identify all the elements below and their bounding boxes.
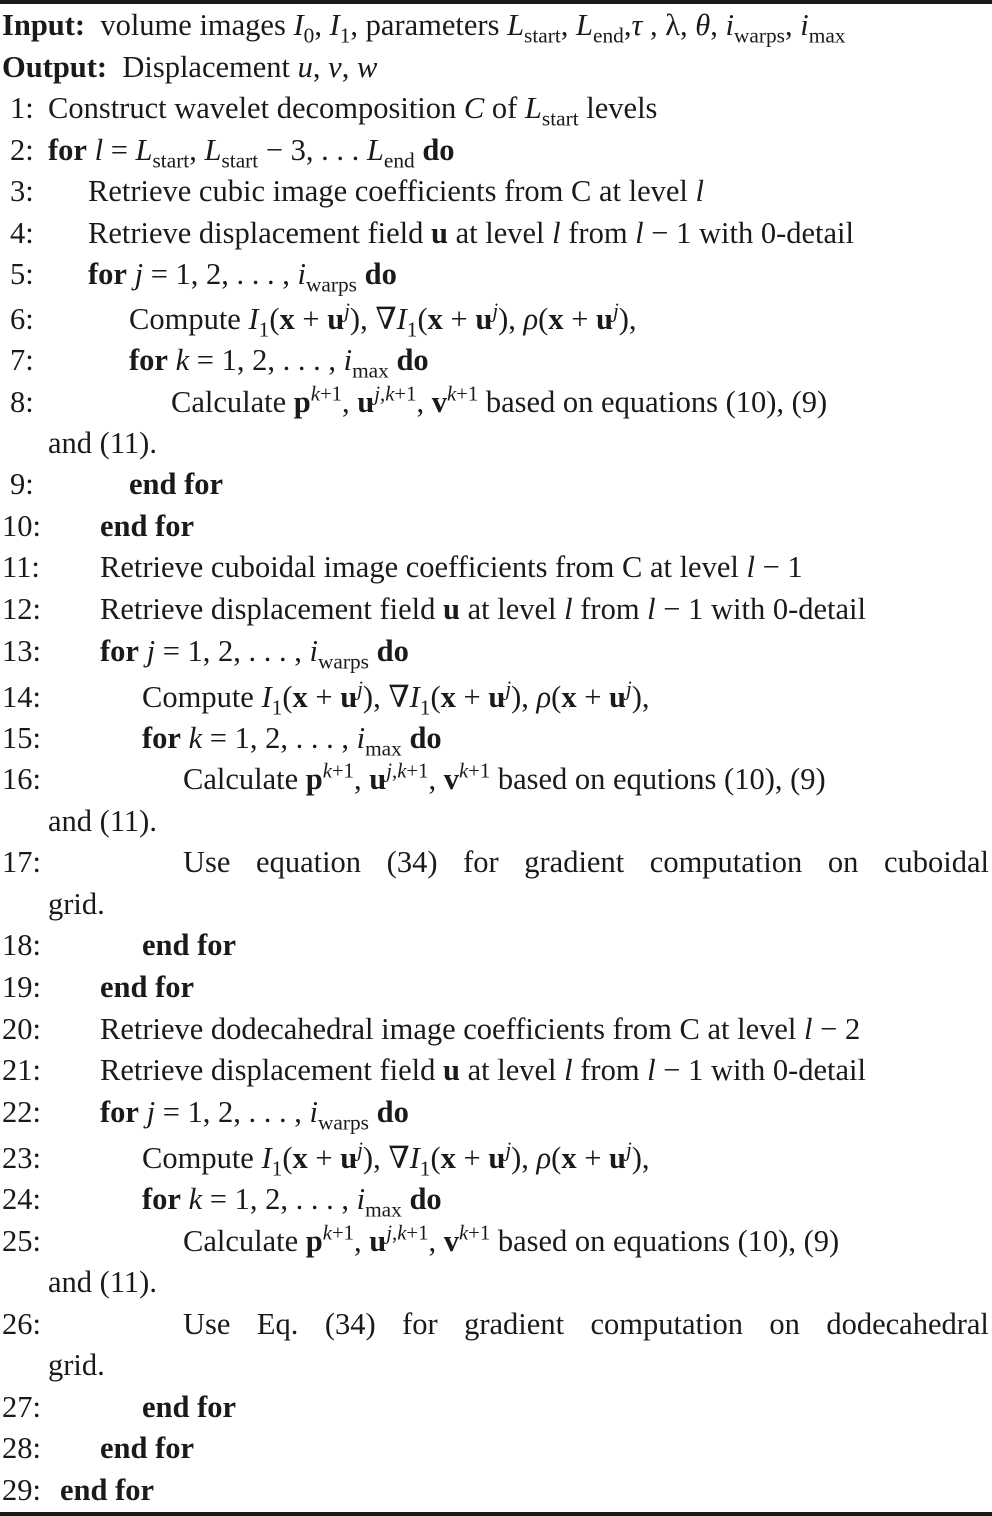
line-number: 3: — [10, 174, 34, 208]
line-number: 15: — [2, 721, 41, 755]
line-number: 17: — [2, 845, 41, 879]
line-number: 13: — [2, 634, 41, 668]
line-number: 11: — [2, 550, 40, 584]
line-number: 14: — [2, 680, 41, 714]
bottom-rule — [0, 1512, 992, 1516]
line-number: 23: — [2, 1141, 41, 1175]
line-number: 27: — [2, 1390, 41, 1424]
line-number: 2: — [10, 133, 34, 167]
line-number: 22: — [2, 1095, 41, 1129]
line-number: 12: — [2, 592, 41, 626]
line-number: 29: — [2, 1473, 41, 1507]
line-number: 5: — [10, 257, 34, 291]
line-number: 10: — [2, 509, 41, 543]
line-number: 28: — [2, 1431, 41, 1465]
line-number: 1: — [10, 91, 34, 125]
line-number: 9: — [10, 467, 34, 501]
output-label: Output: — [2, 50, 108, 84]
line-number: 16: — [2, 762, 41, 796]
line-number: 19: — [2, 970, 41, 1004]
line-number: 6: — [10, 302, 34, 336]
line-number: 25: — [2, 1224, 41, 1258]
line-number: 18: — [2, 928, 41, 962]
line-number: 21: — [2, 1053, 41, 1087]
line-number: 24: — [2, 1182, 41, 1216]
line-number: 7: — [10, 343, 34, 377]
line-number: 4: — [10, 216, 34, 250]
line-number: 20: — [2, 1012, 41, 1046]
line-number: 8: — [10, 385, 34, 419]
line-number: 26: — [2, 1307, 41, 1341]
input-label: Input: — [2, 8, 86, 42]
